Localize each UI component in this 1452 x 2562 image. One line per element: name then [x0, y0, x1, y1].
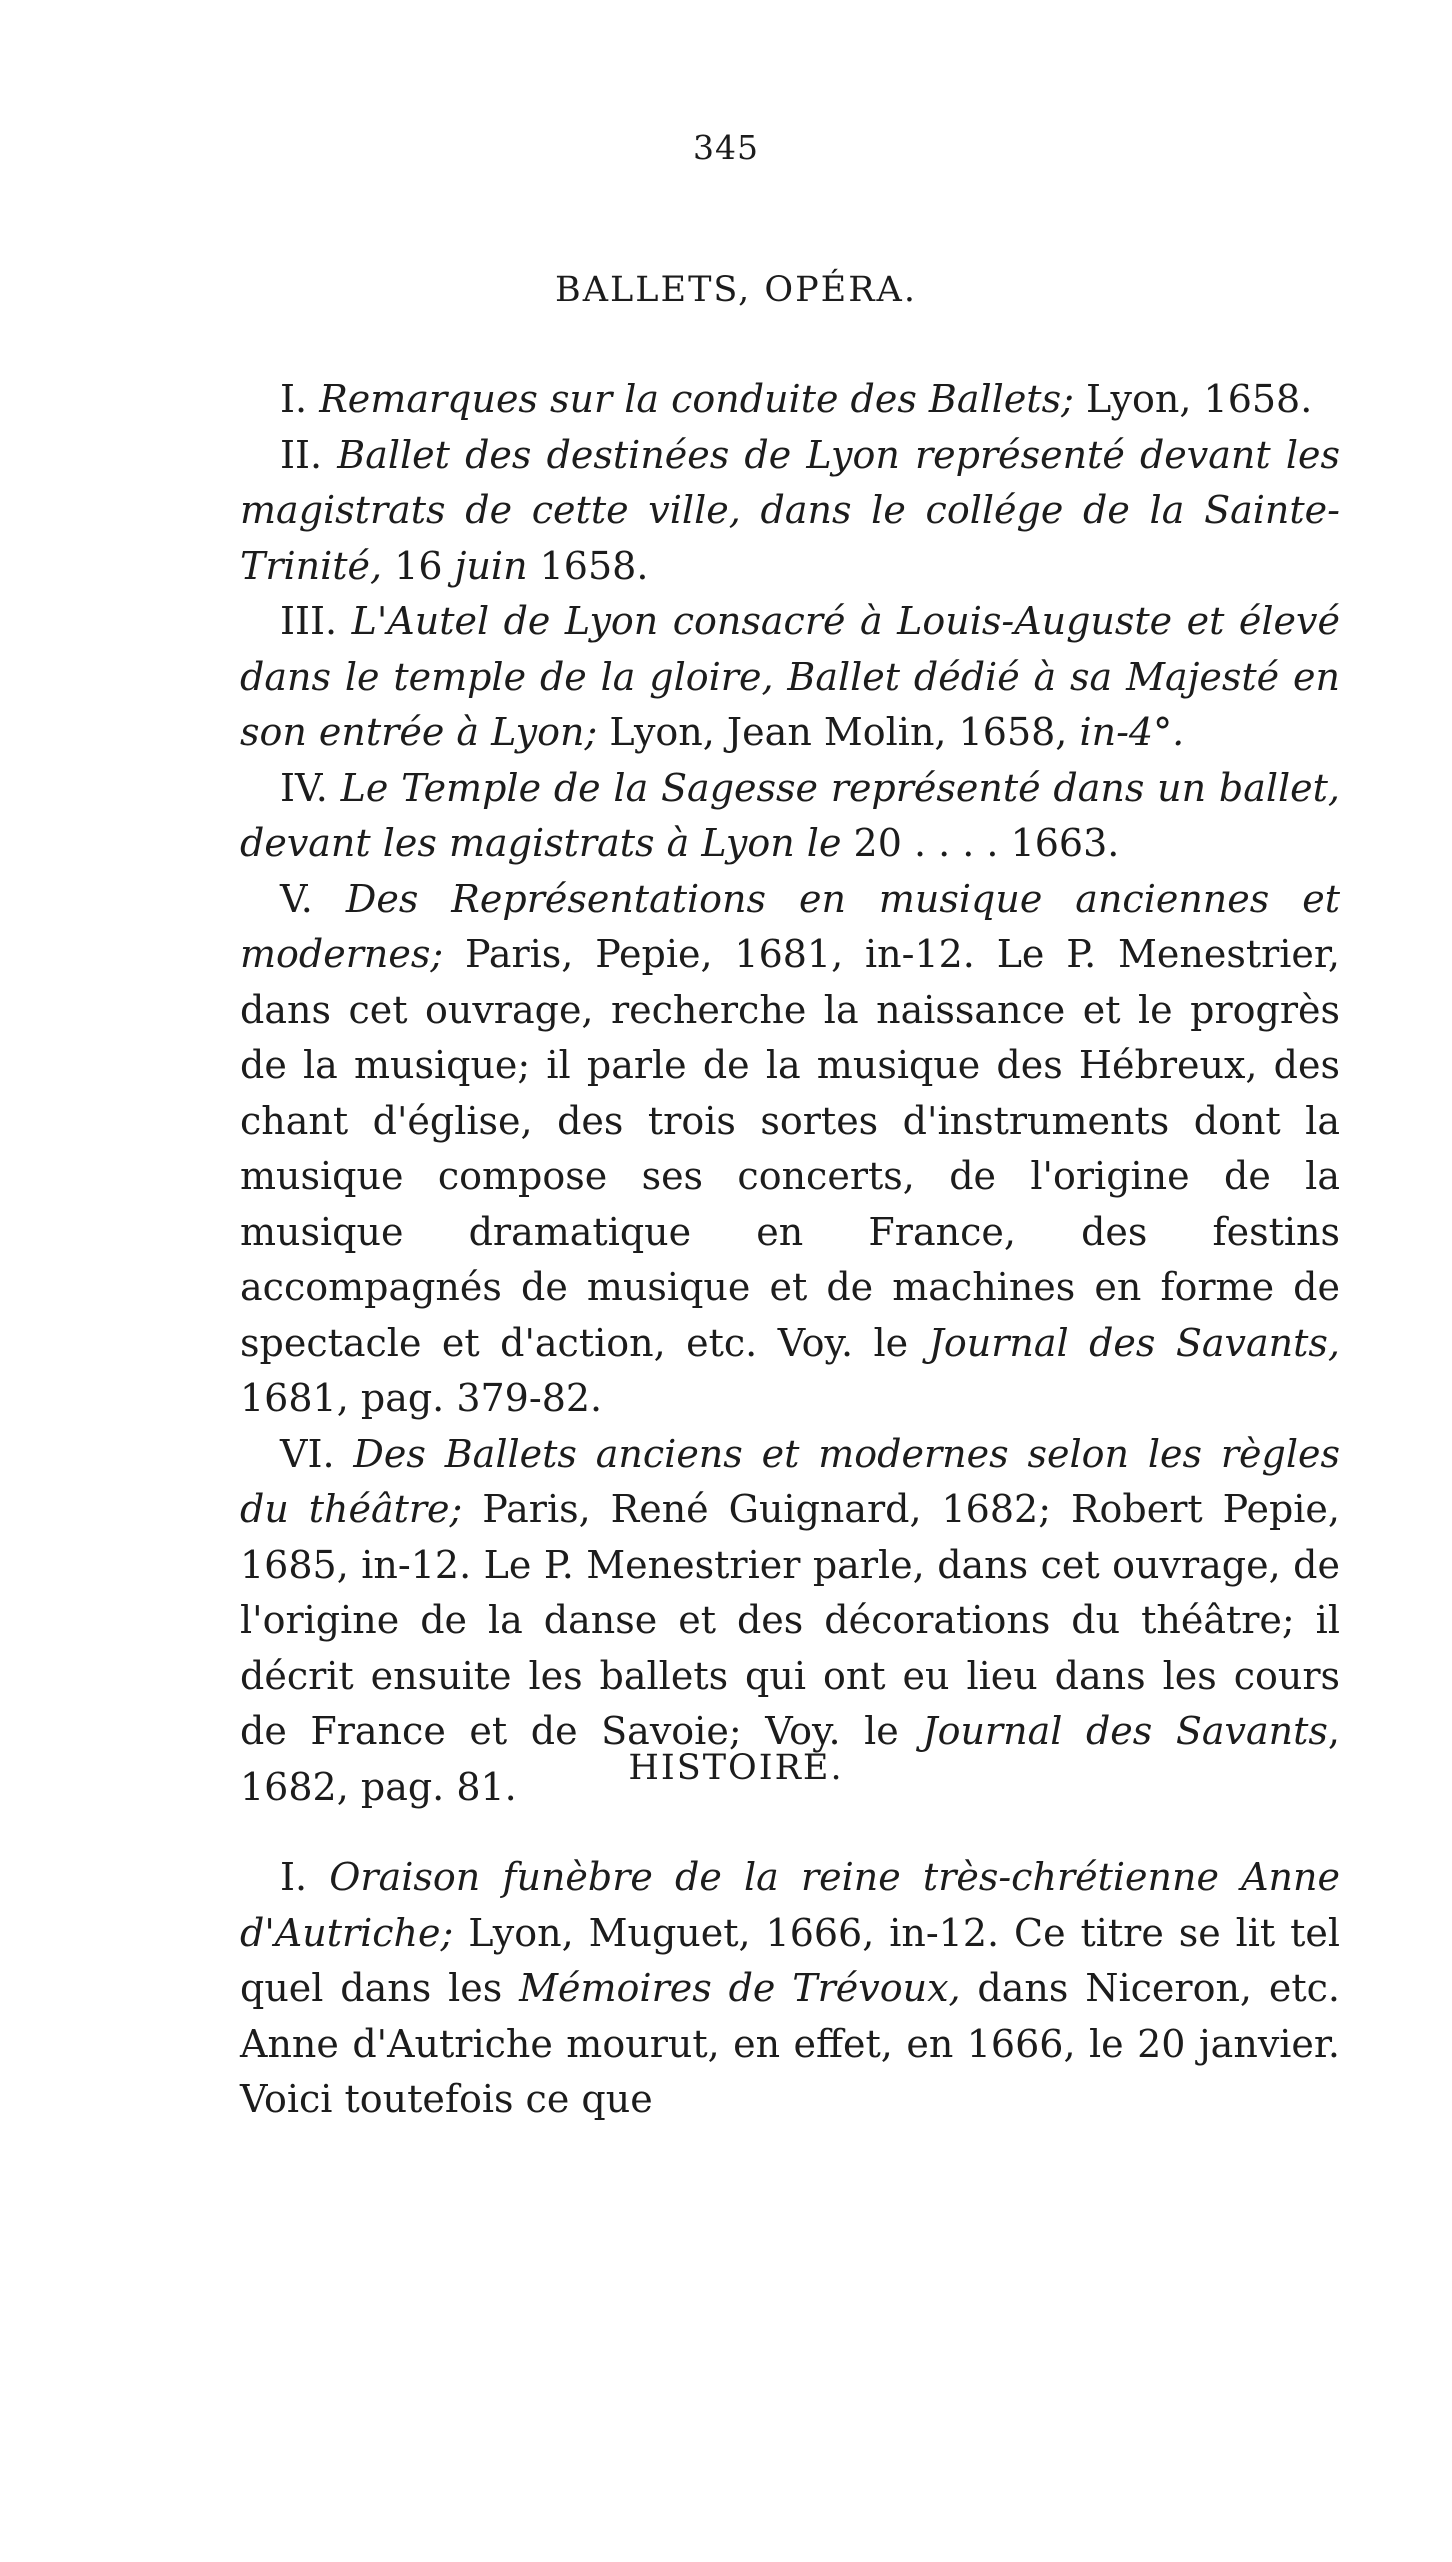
entry-continuation: dans Niceron, etc. Anne d'Autriche mourut, en effet, en 1666, le 20 janvier. Voici toutefois ce que — [240, 1966, 1340, 2121]
entry-numeral: II. — [280, 432, 323, 477]
page-number: 345 — [693, 128, 759, 167]
entry-numeral: I. — [280, 1855, 308, 1899]
ballets-entry-1 — [240, 372, 1340, 428]
entry-title: Le Temple de la Sagesse représenté dans un ballet, devant les magistrats à Lyon le — [240, 765, 1340, 865]
ballets-entries — [240, 372, 1340, 1815]
entry-publication: Lyon, Jean Molin, 1658, — [597, 710, 1080, 754]
ballets-entry-2 — [240, 428, 1340, 595]
entry-format: in-4°. — [1079, 710, 1185, 754]
section-title-ballets: BALLETS, OPÉRA. — [555, 270, 917, 310]
entry-publication: Lyon, 1658. — [1073, 377, 1313, 421]
entry-journal-reference: Mémoires de Trévoux, — [519, 1966, 961, 2010]
entry-description: Paris, René Guignard, 1682; Robert Pepie, 1685, in-12. Le P. Menestrier parle, dans cet ouvrage, de l'origine de la danse et des décorations du théâtre; il décrit ensuite les ballets qui ont eu lieu dans les cours de France et de Savoie; Voy. le — [240, 1487, 1340, 1753]
entry-title: Ballet des destinées de Lyon représenté devant les magistrats de cette ville, dans le collége de la Sainte-Trinité, — [240, 432, 1340, 588]
entry-title: Des Représentations en musique anciennes et modernes; — [240, 876, 1340, 976]
entry-title: Oraison funèbre de la reine très-chrétienne Anne d'Autriche; — [240, 1855, 1340, 1955]
entry-numeral: VI. — [280, 1431, 335, 1476]
entry-numeral: III. — [280, 599, 338, 643]
entry-title: L'Autel de Lyon consacré à Louis-Auguste et élevé dans le temple de la gloire, Ballet dédié à sa Majesté en son entrée à Lyon; — [240, 599, 1340, 754]
ballets-entry-5 — [240, 872, 1340, 1427]
entry-title: Des Ballets anciens et modernes selon les règles du théâtre; — [240, 1431, 1340, 1531]
entry-title: Remarques sur la conduite des Ballets; — [319, 377, 1074, 421]
entry-numeral: V. — [280, 876, 313, 921]
entry-reference-pages: , 1682, pag. 81. — [240, 1709, 1341, 1809]
entry-numeral: I. — [280, 377, 308, 421]
section-title-histoire: HISTOIRE. — [628, 1748, 844, 1788]
entry-date: 20 . . . . 1663. — [841, 821, 1120, 865]
entry-journal-reference: Journal des Savants, — [928, 1320, 1341, 1365]
ballets-entry-4 — [240, 761, 1340, 872]
entry-journal-reference: Journal des Savants — [922, 1709, 1328, 1753]
histoire-entries — [240, 1850, 1340, 2128]
histoire-entry-1 — [240, 1850, 1340, 2128]
entry-date-month: juin — [454, 543, 528, 588]
entry-description: Paris, Pepie, 1681, in-12. Le P. Menestrier, dans cet ouvrage, recherche la naissance et le progrès de la musique; il parle de la musique des Hébreux, des chant d'église, des trois sortes d'instruments dont la musique compose ses concerts, de l'origine de la musique dramatique en France, des festins accompagnés de musique et de machines en forme de spectacle et d'action, etc. Voy. le — [240, 932, 1340, 1365]
ballets-entry-3 — [240, 594, 1340, 761]
entry-reference-pages: 1681, pag. 379-82. — [240, 1376, 603, 1420]
entry-date-day: 16 — [382, 543, 455, 588]
entry-numeral: IV. — [280, 765, 328, 810]
entry-date-year: 1658. — [527, 543, 649, 588]
entry-description: Lyon, Muguet, 1666, in-12. Ce titre se lit tel quel dans les — [240, 1910, 1340, 2010]
